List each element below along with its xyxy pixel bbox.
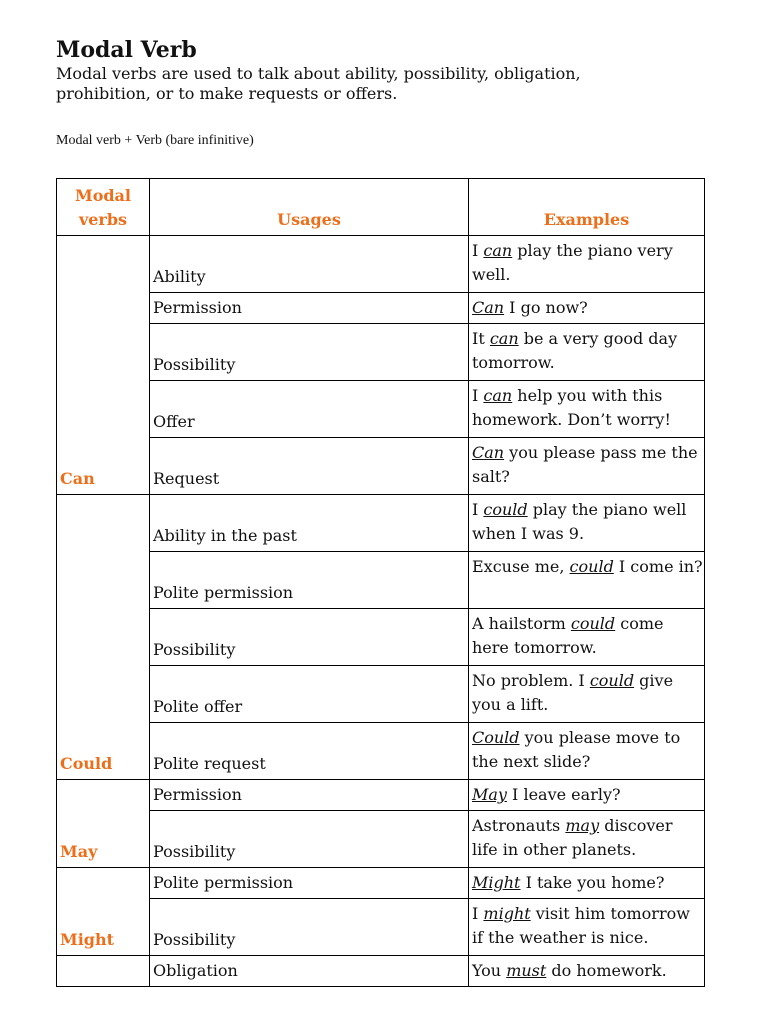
table-row — [57, 780, 705, 811]
usage-cell: Possibility — [150, 899, 469, 956]
example-cell — [469, 236, 705, 293]
example-text: I — [472, 386, 484, 405]
example-text: I take you home? — [520, 873, 665, 892]
usage-cell: Polite offer — [150, 666, 469, 723]
usage-cell: Polite request — [150, 723, 469, 780]
example-text: do homework. — [546, 961, 667, 980]
example-text: visit him tomorrow if the weather is nice. — [472, 904, 690, 947]
example-cell — [469, 956, 705, 987]
example-text: No problem. I — [472, 671, 590, 690]
modal-verb-cell: Could — [57, 495, 150, 780]
table-row — [57, 381, 705, 438]
table-row — [57, 293, 705, 324]
example-text: help you with this homework. Don’t worry! — [472, 386, 671, 429]
example-text: A hailstorm — [472, 614, 571, 633]
example-text: be a very good day tomorrow. — [472, 329, 678, 372]
example-cell — [469, 780, 705, 811]
modal-verb-cell: May — [57, 780, 150, 868]
example-text: play the piano very well. — [472, 241, 673, 284]
example-cell — [469, 609, 705, 666]
usage-cell: Offer — [150, 381, 469, 438]
usage-cell: Ability in the past — [150, 495, 469, 552]
example-text: You — [472, 961, 507, 980]
usage-cell: Request — [150, 438, 469, 495]
example-text: I come in? — [613, 557, 703, 576]
header-examples: Examples — [469, 179, 705, 236]
example-text: discover life in other planets. — [472, 816, 673, 859]
example-text: It — [472, 329, 490, 348]
header-usages: Usages — [150, 179, 469, 236]
table-row — [57, 236, 705, 293]
usage-cell: Polite permission — [150, 552, 469, 609]
table-row — [57, 723, 705, 780]
modal-keyword: can — [483, 386, 513, 405]
example-text: Excuse me, — [472, 557, 570, 576]
modal-keyword: May — [472, 785, 507, 804]
example-cell — [469, 666, 705, 723]
usage-cell: Permission — [150, 780, 469, 811]
usage-cell: Possibility — [150, 324, 469, 381]
modal-keyword: could — [589, 671, 635, 690]
table-body — [57, 236, 705, 987]
modal-verb-cell — [57, 956, 150, 987]
modal-keyword: must — [506, 961, 547, 980]
example-cell — [469, 324, 705, 381]
table-row — [57, 609, 705, 666]
example-text: I leave early? — [506, 785, 621, 804]
example-text: I — [472, 500, 484, 519]
table-row — [57, 552, 705, 609]
formula-line: Modal verb + Verb (bare infinitive) — [56, 133, 254, 148]
example-text: give you a lift. — [472, 671, 674, 714]
table-row — [57, 899, 705, 956]
example-cell — [469, 868, 705, 899]
intro-paragraph: Modal verbs are used to talk about ability, possibility, obligation, prohibition, or to make requests or offers. — [56, 64, 581, 103]
page-title: Modal Verb — [56, 37, 197, 63]
modal-keyword: could — [569, 557, 614, 576]
example-cell — [469, 293, 705, 324]
modal-keyword: could — [483, 500, 528, 519]
modal-verb-cell: Might — [57, 868, 150, 956]
modal-keyword: can — [483, 241, 513, 260]
usage-cell: Permission — [150, 293, 469, 324]
usage-cell: Obligation — [150, 956, 469, 987]
table-row — [57, 868, 705, 899]
table-row — [57, 324, 705, 381]
table-row — [57, 956, 705, 987]
modal-keyword: Could — [472, 728, 520, 747]
example-text: play the piano well when I was 9. — [472, 500, 687, 543]
usage-cell: Possibility — [150, 609, 469, 666]
example-cell — [469, 899, 705, 956]
table-header-row — [57, 179, 705, 236]
example-cell — [469, 811, 705, 868]
modal-keyword: Can — [472, 443, 505, 462]
usage-cell: Ability — [150, 236, 469, 293]
table-row — [57, 495, 705, 552]
example-text: you please move to the next slide? — [472, 728, 681, 771]
modal-keyword: Can — [472, 298, 505, 317]
modal-keyword: can — [489, 329, 519, 348]
example-text: come here tomorrow. — [472, 614, 664, 657]
example-text: Astronauts — [472, 816, 566, 835]
usage-cell: Polite permission — [150, 868, 469, 899]
example-text: I — [472, 241, 484, 260]
example-cell — [469, 552, 705, 609]
modal-keyword: Might — [472, 873, 521, 892]
modal-verb-cell: Can — [57, 236, 150, 495]
modal-keyword: might — [483, 904, 531, 923]
example-cell — [469, 495, 705, 552]
modal-verb-table — [56, 178, 705, 987]
usage-cell: Possibility — [150, 811, 469, 868]
example-cell — [469, 723, 705, 780]
document-page — [56, 36, 704, 987]
example-text: I go now? — [504, 298, 588, 317]
example-cell — [469, 438, 705, 495]
example-text: you please pass me the salt? — [472, 443, 698, 486]
modal-keyword: could — [570, 614, 616, 633]
example-text: I — [472, 904, 484, 923]
table-row — [57, 811, 705, 868]
example-cell — [469, 381, 705, 438]
table-row — [57, 438, 705, 495]
modal-keyword: may — [565, 816, 600, 835]
header-modal-verbs: Modal verbs — [57, 179, 150, 236]
table-row — [57, 666, 705, 723]
